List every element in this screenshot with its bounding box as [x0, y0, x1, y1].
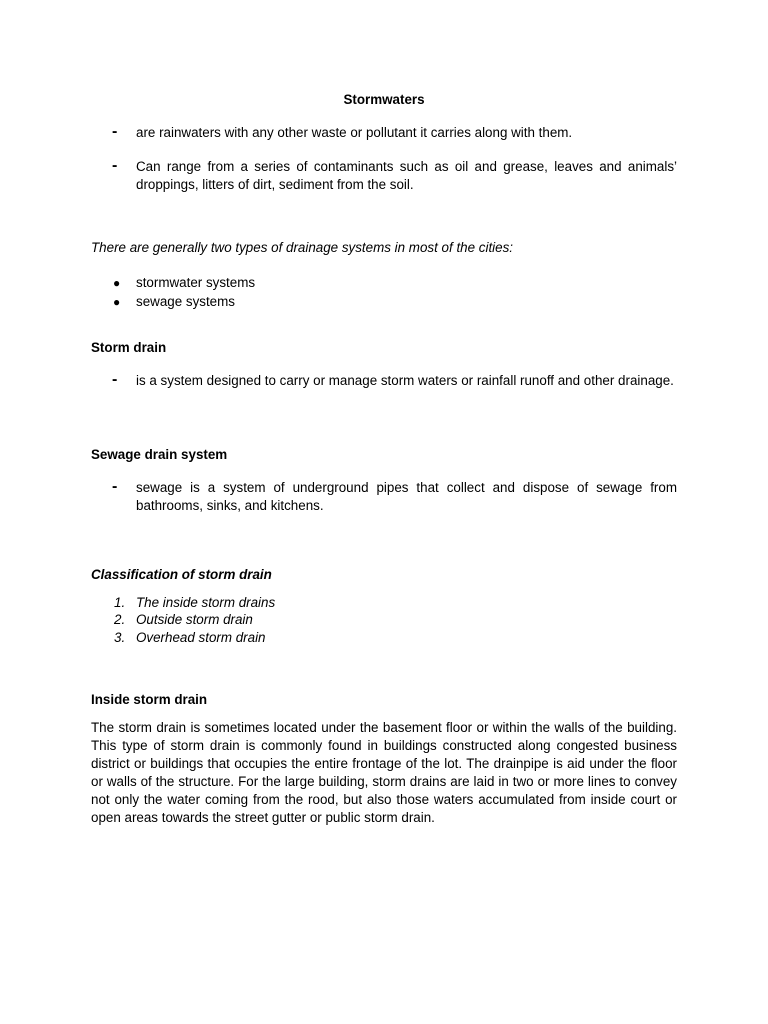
list-item [91, 372, 677, 390]
dash-marker: - [112, 123, 118, 140]
list-item [91, 274, 677, 292]
bullet-marker: ● [113, 295, 121, 309]
list-number: 3. [114, 630, 126, 645]
dash-marker: - [112, 371, 118, 388]
sewage-drain-heading: Sewage drain system [91, 447, 228, 462]
list-item [91, 629, 677, 647]
drainage-intro: There are generally two types of drainage systems in most of the cities: [91, 240, 514, 255]
list-number: 2. [114, 612, 126, 627]
classification-heading: Classification of storm drain [91, 567, 272, 582]
list-item [91, 479, 677, 515]
dash-marker: - [112, 478, 118, 495]
classification-item-2: Outside storm drain [136, 612, 253, 627]
list-item [91, 158, 677, 194]
list-number: 1. [114, 595, 126, 610]
page-title: Stormwaters [343, 92, 425, 107]
classification-item-3: Overhead storm drain [136, 630, 266, 645]
storm-drain-point: is a system designed to carry or manage storm waters or rainfall runoff and other drainage. [136, 373, 674, 388]
list-item [91, 124, 677, 142]
stormwater-point-2: Can range from a series of contaminants such as oil and grease, leaves and animals’ droppings, litters of dirt, sediment from the soil. [136, 159, 677, 192]
inside-storm-drain-paragraph: The storm drain is sometimes located under the basement floor or within the walls of the building. This type of storm drain is commonly found in buildings constructed along congested business district or buildings that occupies the entire frontage of the lot. The drainpipe is aid under the floor or walls of the structure. For the large building, storm drains are laid in two or more lines to convey not only the water coming from the rood, but also those waters accumulated from inside court or open areas towards the street gutter or public storm drain. [91, 720, 677, 825]
list-item [91, 293, 677, 311]
inside-storm-drain-heading: Inside storm drain [91, 692, 208, 707]
bullet-marker: ● [113, 276, 121, 290]
dash-marker: - [112, 157, 118, 174]
list-item [91, 611, 677, 629]
list-item [91, 594, 677, 612]
stormwater-point-1: are rainwaters with any other waste or pollutant it carries along with them. [136, 125, 573, 140]
classification-item-1: The inside storm drains [136, 595, 276, 610]
sewage-drain-point: sewage is a system of underground pipes that collect and dispose of sewage from bathrooms, sinks, and kitchens. [136, 480, 677, 513]
drainage-type-2: sewage systems [136, 294, 235, 309]
drainage-type-1: stormwater systems [136, 275, 256, 290]
storm-drain-heading: Storm drain [91, 340, 167, 355]
